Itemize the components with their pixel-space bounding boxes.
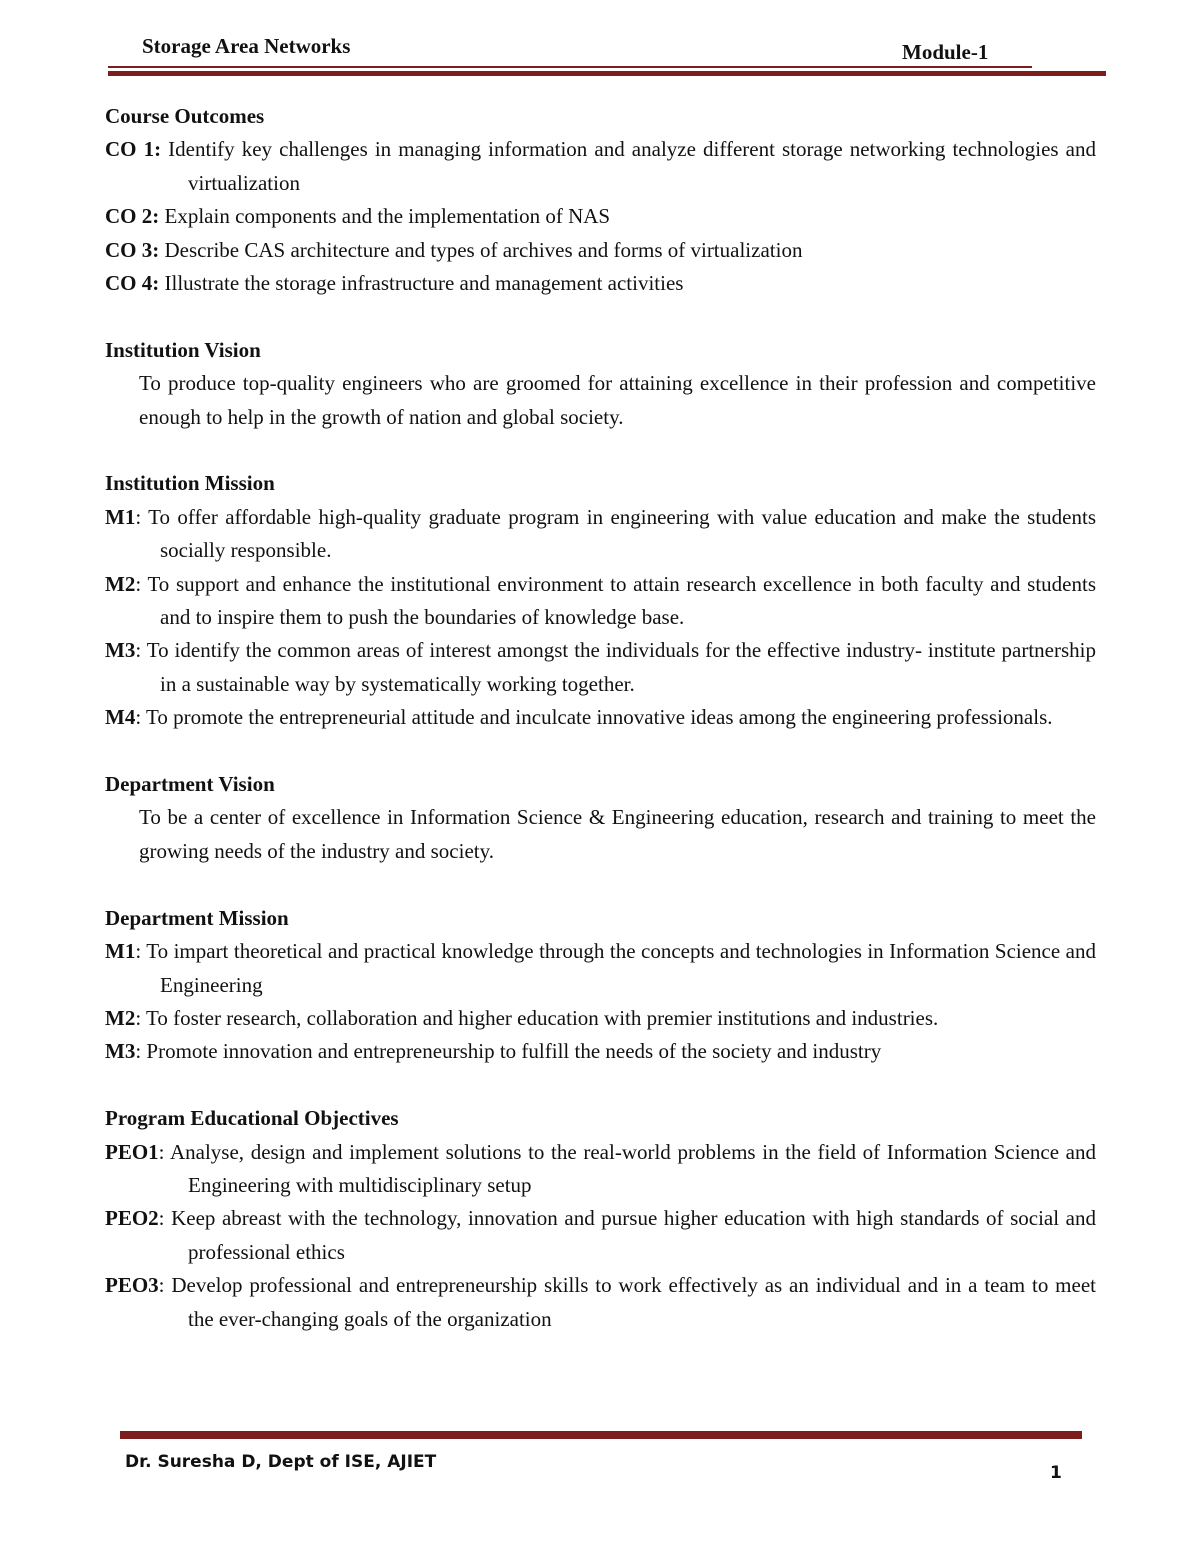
institution-mission-item (105, 634, 1096, 701)
department-vision-text: To be a center of excellence in Information Science & Engineering education, research and training to meet the growing needs of the industry and society. (139, 805, 1096, 863)
mission-label: M1 (105, 939, 136, 964)
co-label: CO 1: (105, 137, 162, 162)
mission-label: M2 (105, 1005, 136, 1030)
page-number: 1 (1050, 1463, 1062, 1483)
mission-label: M3 (105, 638, 136, 663)
co-label: CO 2: (105, 204, 160, 229)
peo-label: PEO2 (105, 1206, 159, 1231)
header-rule-thick (108, 71, 1106, 76)
mission-label: M4 (105, 705, 136, 730)
institution-vision-text: To produce top-quality engineers who are groomed for attaining excellence in their profession and competitive enough to help in the growth of nation and global society. (139, 371, 1096, 429)
course-outcomes-heading: Course Outcomes (105, 104, 265, 128)
mission-text: : Promote innovation and entrepreneurship to fulfill the needs of the society and industry (135, 1039, 882, 1064)
co-text: Explain components and the implementation of NAS (164, 204, 611, 229)
page-body (105, 100, 1096, 1336)
peo-item (105, 1269, 1096, 1336)
mission-text: : To support and enhance the institutional environment to attain research excellence in both faculty and students and to inspire them to push the boundaries of knowledge base. (135, 571, 1096, 630)
department-mission-item (105, 935, 1096, 1002)
header-rule-thin (108, 66, 1032, 68)
mission-label: M3 (105, 1039, 136, 1064)
mission-label: M1 (105, 504, 136, 529)
peo-text: : Develop professional and entrepreneurship skills to work effectively as an individual and in a team to meet the ever-changing goals of the organization (158, 1273, 1096, 1331)
mission-text: : To identify the common areas of interest amongst the individuals for the effective industry- institute partnership in a sustainable way by systematically working together. (135, 638, 1096, 696)
footer-rule (120, 1431, 1082, 1439)
institution-vision-heading: Institution Vision (105, 337, 261, 362)
institution-mission-item (105, 701, 1096, 734)
co-item (105, 133, 1096, 200)
co-item (105, 267, 1096, 300)
co-text: Illustrate the storage infrastructure and management activities (164, 271, 684, 296)
footer-author: Dr. Suresha D, Dept of ISE, AJIET (125, 1452, 437, 1472)
co-label: CO 3: (105, 237, 160, 262)
institution-mission-heading: Institution Mission (105, 471, 275, 496)
mission-text: : To impart theoretical and practical knowledge through the concepts and technologies in Information Science and Engineering (135, 939, 1096, 997)
peo-item (105, 1202, 1096, 1269)
module-label: Module-1 (902, 40, 989, 64)
institution-mission-item (105, 568, 1096, 635)
department-vision-heading: Department Vision (105, 772, 275, 797)
peo-text: : Analyse, design and implement solutions to the real-world problems in the field of Information Science and Engineering with multidisciplinary setup (158, 1139, 1096, 1197)
co-item (105, 200, 1096, 233)
mission-text: : To promote the entrepreneurial attitude and inculcate innovative ideas among the engineering professionals. (135, 705, 1053, 730)
co-item (105, 234, 1096, 267)
mission-text: : To offer affordable high-quality graduate program in engineering with value education and make the students socially responsible. (135, 504, 1096, 563)
peo-label: PEO3 (105, 1273, 159, 1298)
department-mission-item (105, 1002, 1096, 1035)
document-title: Storage Area Networks (142, 34, 351, 58)
department-mission-item (105, 1035, 1096, 1068)
mission-label: M2 (105, 571, 136, 596)
peo-label: PEO1 (105, 1139, 159, 1164)
institution-mission-item (105, 501, 1096, 568)
department-mission-heading: Department Mission (105, 905, 289, 930)
co-text: Identify key challenges in managing information and analyze different storage networking technologies and virtualization (168, 137, 1096, 195)
mission-text: : To foster research, collaboration and higher education with premier institutions and industries. (135, 1005, 939, 1030)
co-text: Describe CAS architecture and types of archives and forms of virtualization (164, 237, 803, 262)
peo-item (105, 1136, 1096, 1203)
co-label: CO 4: (105, 271, 160, 296)
peo-text: : Keep abreast with the technology, innovation and pursue higher education with high standards of social and professional ethics (158, 1206, 1096, 1264)
peo-heading: Program Educational Objectives (105, 1106, 399, 1131)
